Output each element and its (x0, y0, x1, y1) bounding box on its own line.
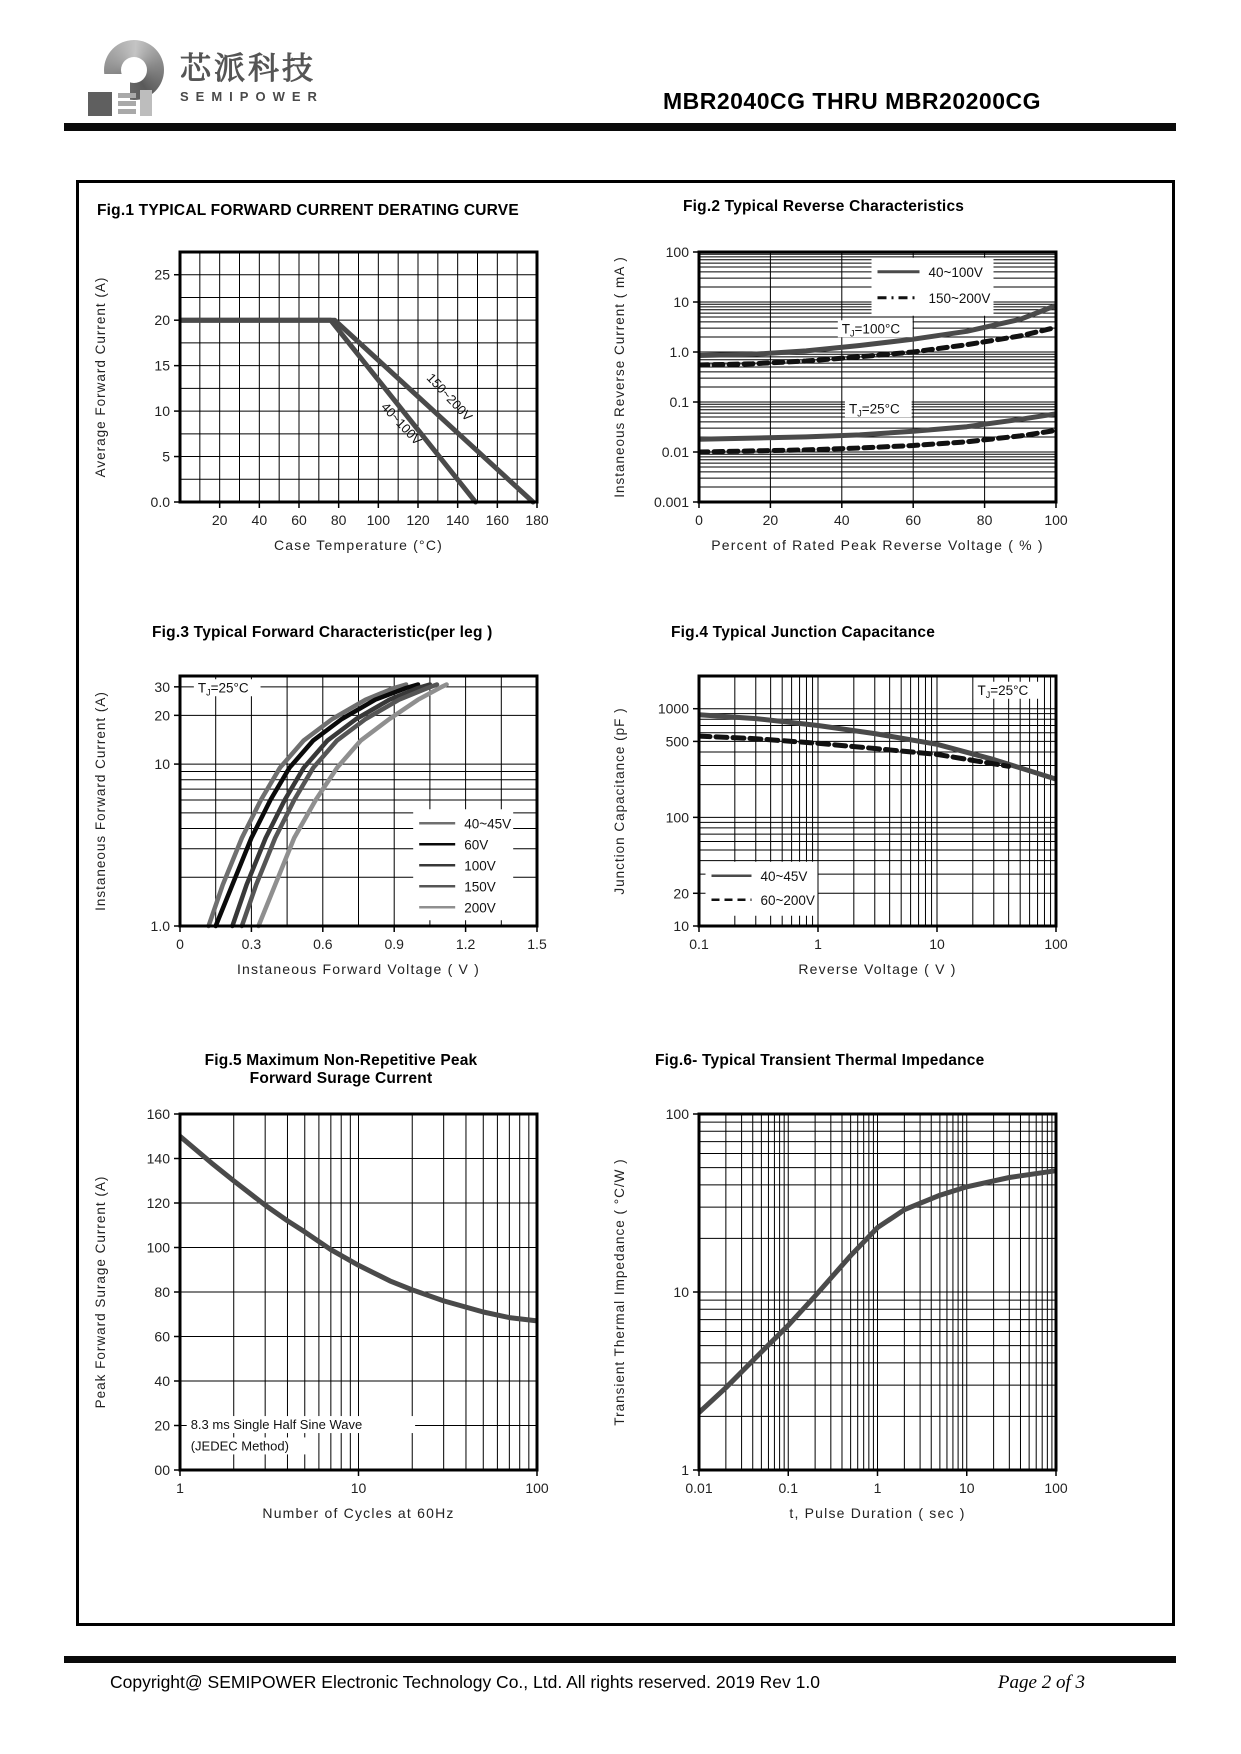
svg-text:10: 10 (673, 918, 689, 934)
svg-text:15: 15 (154, 357, 170, 374)
svg-text:0.9: 0.9 (384, 936, 404, 952)
svg-text:Reverse Voltage ( V ): Reverse Voltage ( V ) (798, 961, 957, 977)
svg-text:0: 0 (695, 512, 703, 528)
svg-text:100: 100 (146, 1239, 170, 1256)
figure-5 (76, 1052, 581, 1521)
svg-text:100V: 100V (464, 858, 496, 874)
svg-text:80: 80 (330, 512, 347, 528)
svg-text:30: 30 (154, 678, 170, 695)
svg-text:Instaneous Forward Voltage ( V: Instaneous Forward Voltage ( V ) (236, 961, 481, 977)
figure-4-chart (604, 662, 1074, 982)
svg-text:200V: 200V (464, 900, 496, 916)
svg-text:100: 100 (1044, 512, 1068, 528)
svg-text:20: 20 (154, 707, 170, 724)
svg-text:0.01: 0.01 (685, 1480, 713, 1496)
header-divider (64, 123, 1176, 131)
svg-text:10: 10 (958, 1480, 975, 1496)
svg-text:00: 00 (154, 1462, 170, 1478)
svg-text:20: 20 (154, 1417, 170, 1434)
svg-text:120: 120 (146, 1195, 170, 1211)
svg-text:10: 10 (929, 936, 945, 952)
svg-text:40~100V: 40~100V (378, 399, 425, 448)
svg-text:10: 10 (673, 294, 689, 310)
svg-text:140: 140 (445, 512, 470, 528)
footer-divider (64, 1656, 1176, 1663)
figure-1-title: Fig.1 TYPICAL FORWARD CURRENT DERATING CURVE (97, 202, 519, 219)
svg-text:Instaneous Forward Current (A: Instaneous Forward Current (A) (93, 691, 108, 911)
svg-text:0: 0 (176, 936, 184, 952)
svg-text:0.0: 0.0 (150, 494, 170, 510)
svg-text:(JEDEC Method): (JEDEC Method) (190, 1438, 289, 1454)
svg-text:Number of Cycles at 60Hz: Number of Cycles at 60Hz (262, 1505, 455, 1521)
svg-text:1.0: 1.0 (150, 918, 170, 934)
svg-text:150V: 150V (464, 879, 496, 895)
figure-2-title: Fig.2 Typical Reverse Characteristics (683, 198, 965, 215)
svg-text:Case Temperature (°C): Case Temperature (°C) (273, 537, 444, 553)
svg-text:Transient Thermal Impedance (: Transient Thermal Impedance ( °C/W ) (612, 1158, 627, 1426)
figure-3-title: Fig.3 Typical Forward Characteristic(per leg ) (152, 624, 493, 641)
svg-text:1: 1 (814, 936, 822, 952)
svg-text:40: 40 (834, 512, 850, 528)
svg-text:TJ=100°C: $T_J=100^\circ C$ (841, 321, 901, 339)
svg-text:100: 100 (665, 809, 689, 826)
svg-text:TJ=25°C: $T_J=25^\circ C$ (197, 680, 249, 698)
svg-text:100: 100 (665, 1106, 689, 1122)
figure-6-chart (604, 1100, 1074, 1526)
figure-2 (595, 198, 1100, 553)
svg-text:100: 100 (1044, 936, 1068, 952)
svg-text:100: 100 (525, 1480, 549, 1496)
svg-text:160: 160 (146, 1106, 170, 1122)
svg-text:Average Forward Current (A): Average Forward Current (A) (93, 276, 108, 478)
svg-text:60: 60 (291, 512, 307, 528)
copyright-text: Copyright@ SEMIPOWER Electronic Technology Co., Ltd. All rights reserved. 2019 Rev 1.0 (110, 1672, 820, 1692)
svg-text:1.5: 1.5 (527, 936, 547, 952)
svg-text:0.01: 0.01 (661, 444, 689, 460)
svg-text:140: 140 (146, 1150, 170, 1167)
figure-1 (76, 202, 581, 553)
svg-text:t, Pulse Duration ( sec ): t, Pulse Duration ( sec ) (789, 1505, 966, 1521)
svg-text:180: 180 (525, 512, 549, 528)
svg-text:40: 40 (154, 1373, 170, 1389)
svg-text:1.0: 1.0 (669, 344, 689, 360)
svg-text:1: 1 (681, 1462, 689, 1478)
svg-text:TJ=25°C: $T_J=25^\circ C$ (848, 401, 900, 419)
svg-text:20: 20 (762, 512, 779, 528)
svg-text:0.1: 0.1 (669, 394, 689, 410)
svg-text:1: 1 (873, 1480, 882, 1496)
svg-text:1000: 1000 (657, 700, 689, 717)
svg-text:10: 10 (350, 1480, 367, 1496)
svg-text:Junction Capacitance (pF ): Junction Capacitance (pF ) (612, 707, 627, 895)
figure-3-chart (85, 662, 555, 982)
svg-text:40~45V: 40~45V (464, 816, 512, 832)
svg-text:60~200V: 60~200V (760, 892, 815, 908)
svg-text:60V: 60V (464, 837, 489, 853)
svg-text:0.1: 0.1 (689, 936, 709, 952)
figure-2-chart (604, 238, 1074, 558)
svg-text:10: 10 (673, 1284, 689, 1300)
svg-text:25: 25 (154, 266, 170, 283)
svg-text:8.3 ms Single Half Sine Wave: 8.3 ms Single Half Sine Wave (190, 1417, 363, 1433)
header-logo (88, 40, 324, 116)
svg-text:80: 80 (976, 512, 993, 528)
svg-text:1.2: 1.2 (455, 936, 476, 952)
svg-text:60: 60 (154, 1328, 170, 1345)
figure-3 (76, 624, 581, 977)
svg-text:40~45V: 40~45V (760, 868, 808, 884)
svg-text:150~200V: 150~200V (928, 290, 991, 306)
svg-text:20: 20 (211, 512, 228, 528)
svg-text:10: 10 (154, 756, 170, 773)
figure-6-title: Fig.6- Typical Transient Thermal Impedance (655, 1052, 985, 1069)
svg-text:40: 40 (251, 512, 268, 528)
svg-text:0.1: 0.1 (778, 1480, 798, 1496)
logo-chinese-name: 芯派科技 (180, 51, 316, 86)
figure-1-chart (85, 238, 555, 558)
semipower-logo-icon (88, 40, 166, 116)
svg-text:100: 100 (665, 244, 689, 260)
figure-5-chart (85, 1100, 555, 1526)
figure-4-title: Fig.4 Typical Junction Capacitance (671, 624, 936, 641)
svg-text:1: 1 (176, 1480, 184, 1496)
figure-5-title: Fig.5 Maximum Non-Repetitive Peak (204, 1052, 478, 1069)
logo-text (180, 53, 324, 103)
svg-text:Instaneous Reverse Current ( m: Instaneous Reverse Current ( mA ) (612, 256, 627, 498)
svg-text:20: 20 (673, 885, 689, 902)
svg-text:100: 100 (366, 512, 391, 528)
svg-text:TJ=25°C: $T_J=25^\circ C$ (977, 682, 1029, 700)
svg-text:120: 120 (406, 512, 430, 528)
figure-5-title-line2: Forward Surage Current (249, 1070, 433, 1087)
svg-text:100: 100 (1044, 1480, 1068, 1496)
svg-text:160: 160 (485, 512, 510, 528)
svg-text:20: 20 (154, 312, 170, 329)
svg-text:5: 5 (162, 448, 170, 465)
page-number: Page 2 of 3 (997, 1672, 1085, 1693)
logo-english-name: SEMIPOWER (180, 89, 324, 104)
svg-text:150~200V: 150~200V (423, 370, 476, 425)
footer (110, 1672, 1085, 1694)
svg-text:0.001: 0.001 (653, 494, 689, 510)
svg-text:500: 500 (665, 733, 689, 750)
svg-text:60: 60 (905, 512, 921, 528)
svg-text:40~100V: 40~100V (928, 264, 983, 280)
svg-text:0.3: 0.3 (241, 936, 262, 952)
svg-text:0.6: 0.6 (313, 936, 333, 952)
svg-text:10: 10 (154, 403, 170, 420)
figure-4 (595, 624, 1100, 977)
figure-6 (595, 1052, 1100, 1521)
part-number-title: MBR2040CG THRU MBR20200CG (662, 88, 1041, 114)
svg-text:Peak Forward Surage Current (A: Peak Forward Surage Current (A) (93, 1175, 108, 1409)
svg-text:Percent of Rated Peak Reverse: Percent of Rated Peak Reverse Voltage ( % ) (711, 537, 1044, 553)
svg-text:80: 80 (154, 1284, 170, 1300)
